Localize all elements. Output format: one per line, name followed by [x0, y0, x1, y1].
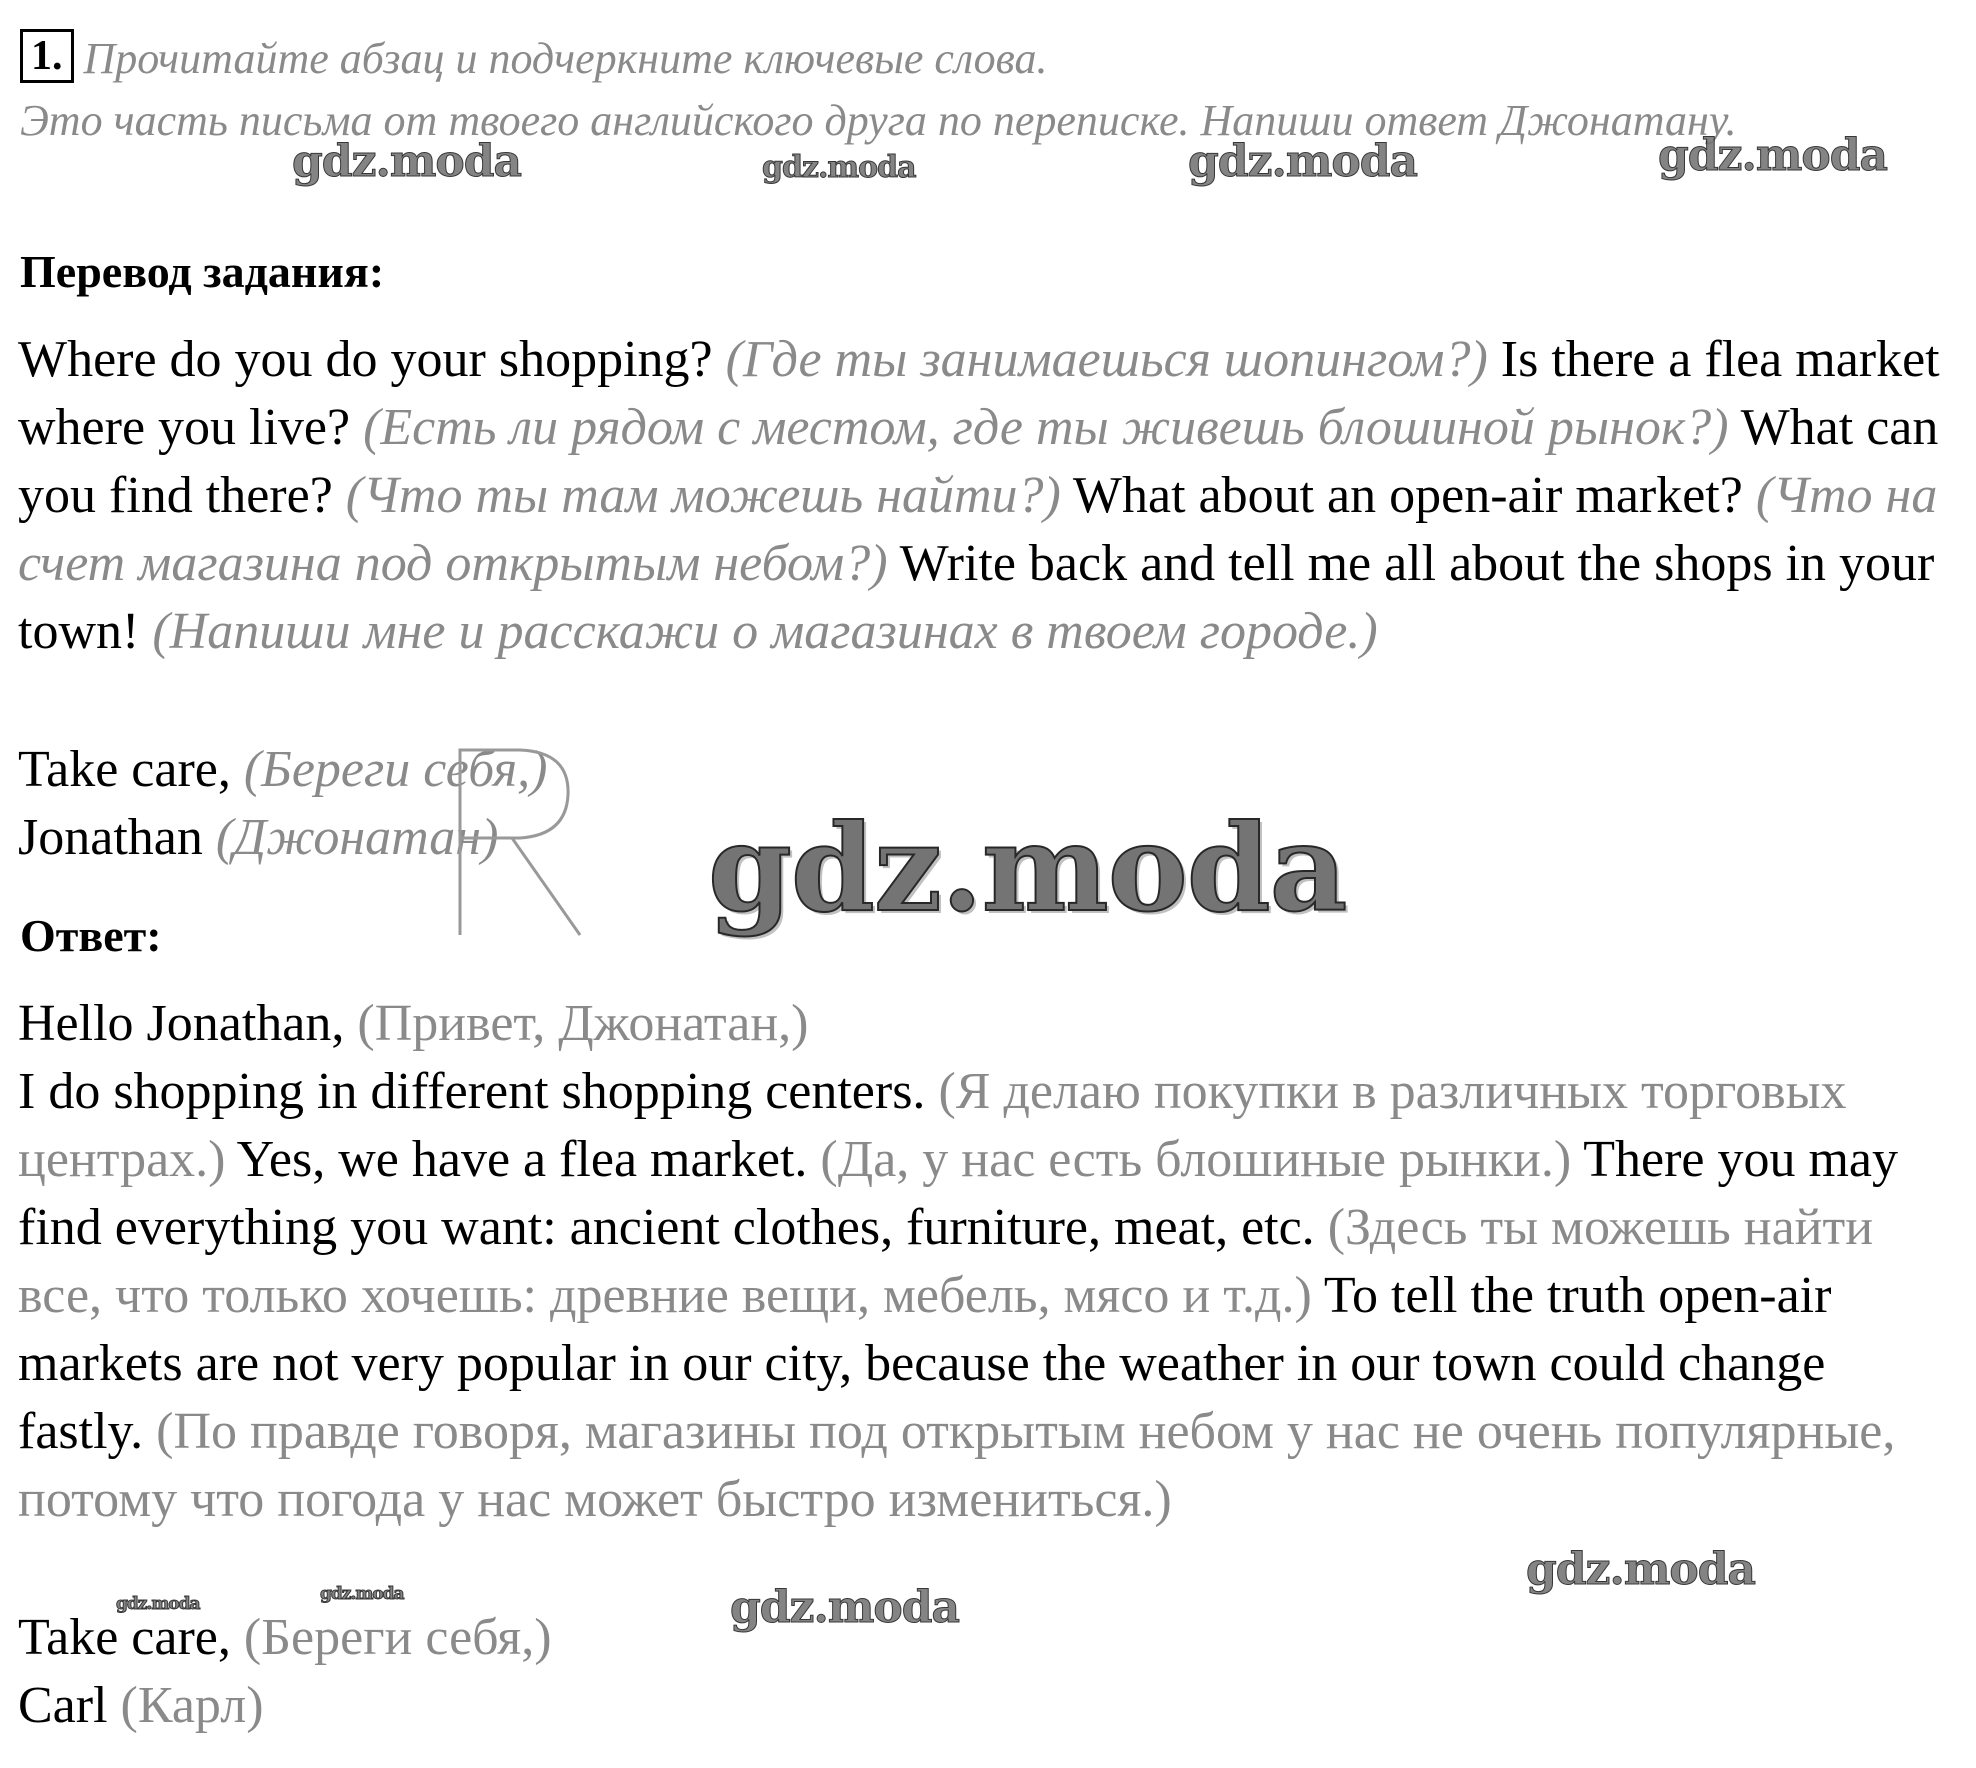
question-ru: (Что ты там можешь найти?) [345, 467, 1061, 524]
closing-en: Take care, [18, 741, 231, 798]
instruction-line-1: Прочитайте абзац и подчеркните ключевые слова. [83, 34, 1048, 83]
answer-en: I do shopping in different shopping centers. [18, 1063, 926, 1120]
closing-ru: (Береги себя,) [243, 1609, 552, 1666]
greeting-en: Hello Jonathan, [18, 995, 345, 1052]
watermark: gdz.moda [292, 136, 522, 187]
question-ru: (Напиши мне и расскажи о магазинах в твоем городе.) [152, 603, 1378, 660]
answer-paragraph [18, 1058, 1958, 1534]
translation-title: Перевод задания: [20, 246, 385, 297]
answer-closing [18, 1604, 1958, 1672]
signature-ru: (Карл) [120, 1677, 264, 1734]
answer-greeting [18, 990, 1958, 1058]
signature-ru: (Джонатан) [215, 809, 499, 866]
question-en: Is there a flea market where you live? [18, 331, 1940, 456]
question-ru: (Что на счет магазина под открытым небом?) [18, 467, 1938, 592]
watermark: gdz.moda [1658, 130, 1888, 181]
translation-closing [18, 736, 1958, 804]
greeting-ru: (Привет, Джонатан,) [357, 995, 809, 1052]
question-en: What about an open-air market? [1072, 467, 1743, 524]
watermark: gdz.moda [762, 150, 916, 185]
closing-ru: (Береги себя,) [243, 741, 548, 798]
closing-en: Take care, [18, 1609, 231, 1666]
question-en: Where do you do your shopping? [18, 331, 713, 388]
question-en: What can you find there? [18, 399, 1939, 524]
question-en: Write back and tell me all about the shops in your town! [18, 535, 1935, 660]
translation-paragraph [18, 326, 1958, 666]
watermark: gdz.moda [730, 1582, 960, 1633]
task-number: 1. [20, 29, 74, 83]
answer-signature [18, 1672, 1958, 1740]
watermark: gdz.moda [320, 1584, 404, 1604]
answer-ru: (Здесь ты можешь найти все, что только хочешь: древние вещи, мебель, мясо и т.д.) [18, 1199, 1874, 1324]
answer-ru: (По правде говоря, магазины под открытым небом у нас не очень популярные, потому что погода у нас может быстро измениться.) [18, 1403, 1896, 1528]
answer-ru: (Я делаю покупки в различных торговых центрах.) [18, 1063, 1847, 1188]
answer-title: Ответ: [20, 910, 162, 961]
watermark: gdz.moda [1188, 136, 1418, 187]
answer-en: To tell the truth open-air markets are not very popular in our city, because the weather in our town could change fastly. [18, 1267, 1832, 1460]
instruction-line-2: Это часть письма от твоего английского друга по переписке. Напиши ответ Джонатану. [20, 96, 1737, 145]
task-instruction [20, 28, 1740, 152]
question-ru: (Где ты занимаешься шопингом?) [725, 331, 1488, 388]
r-logo-mark [450, 740, 590, 940]
signature-en: Jonathan [18, 809, 203, 866]
signature-en: Carl [18, 1677, 108, 1734]
watermark: gdz.moda [708, 798, 1347, 939]
answer-en: Yes, we have a flea market. [236, 1131, 808, 1188]
answer-ru: (Да, у нас есть блошиные рынки.) [820, 1131, 1572, 1188]
question-ru: (Есть ли рядом с местом, где ты живешь блошиной рынок?) [363, 399, 1729, 456]
watermark: gdz.moda [116, 1594, 200, 1614]
watermark: gdz.moda [1526, 1544, 1756, 1595]
answer-en: There you may find everything you want: ancient clothes, furniture, meat, etc. [18, 1131, 1899, 1256]
